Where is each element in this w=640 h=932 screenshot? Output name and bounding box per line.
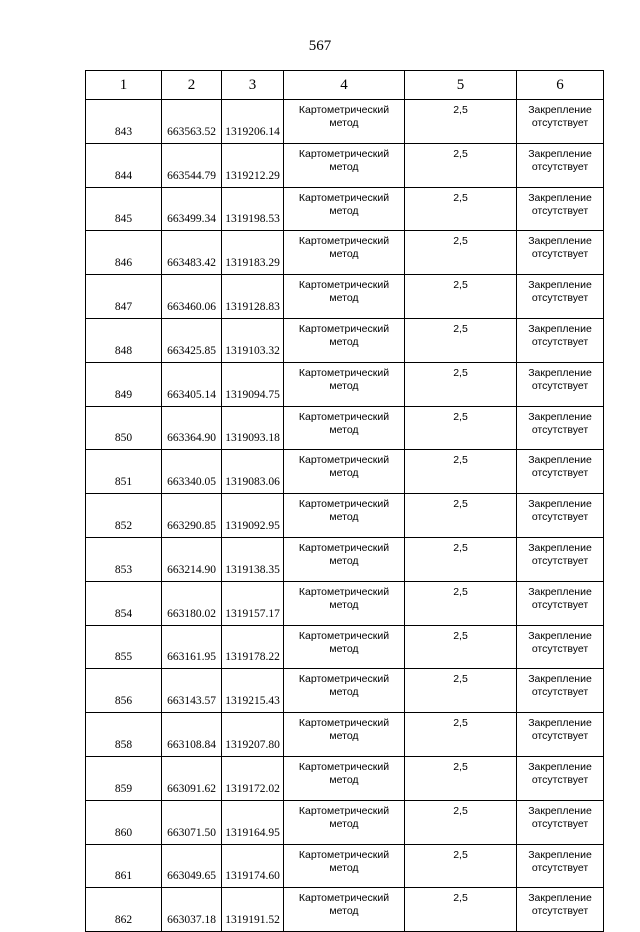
fixation-cell [517, 318, 604, 362]
method-cell [284, 362, 405, 406]
method-text: метод [329, 598, 359, 611]
fixation-text: отсутствует [531, 248, 589, 261]
method-text: метод [329, 554, 359, 567]
accuracy-cell: 2,5 [405, 713, 517, 757]
method-cell [284, 537, 405, 581]
x-coordinate-cell: 663161.95 [162, 625, 222, 669]
method-text: Картометрический [298, 804, 390, 817]
x-coordinate-cell: 663037.18 [162, 888, 222, 932]
accuracy-cell: 2,5 [405, 187, 517, 231]
method-text: метод [329, 423, 359, 436]
x-coordinate-cell: 663290.85 [162, 494, 222, 538]
point-number-cell: 861 [86, 844, 162, 888]
table-row [86, 450, 604, 494]
fixation-text: Закрепление [528, 673, 592, 686]
method-cell [284, 406, 405, 450]
y-coordinate-cell: 1319093.18 [222, 406, 284, 450]
fixation-text: Закрепление [528, 279, 592, 292]
method-text: метод [329, 467, 359, 480]
y-coordinate-cell: 1319183.29 [222, 231, 284, 275]
point-number-cell: 845 [86, 187, 162, 231]
method-text: Картометрический [298, 322, 390, 335]
fixation-cell [517, 669, 604, 713]
method-cell [284, 231, 405, 275]
fixation-cell [517, 231, 604, 275]
method-text: Картометрический [298, 585, 390, 598]
point-number-cell: 862 [86, 888, 162, 932]
fixation-text: Закрепление [528, 848, 592, 861]
fixation-text: отсутствует [531, 554, 589, 567]
point-number-cell: 855 [86, 625, 162, 669]
table-row [86, 318, 604, 362]
fixation-text: Закрепление [528, 760, 592, 773]
method-text: метод [329, 511, 359, 524]
x-coordinate-cell: 663563.52 [162, 100, 222, 144]
x-coordinate-cell: 663108.84 [162, 713, 222, 757]
fixation-text: Закрепление [528, 804, 592, 817]
point-number-cell: 844 [86, 143, 162, 187]
table-row [86, 537, 604, 581]
column-header: 4 [284, 71, 405, 100]
fixation-text: отсутствует [531, 379, 589, 392]
method-text: метод [329, 642, 359, 655]
fixation-cell [517, 143, 604, 187]
method-cell [284, 669, 405, 713]
fixation-text: Закрепление [528, 147, 592, 160]
x-coordinate-cell: 663544.79 [162, 143, 222, 187]
fixation-text: Закрепление [528, 410, 592, 423]
fixation-text: отсутствует [531, 642, 589, 655]
method-text: Картометрический [298, 673, 390, 686]
fixation-text: Закрепление [528, 322, 592, 335]
method-text: метод [329, 817, 359, 830]
fixation-text: Закрепление [528, 498, 592, 511]
method-cell [284, 100, 405, 144]
method-cell [284, 318, 405, 362]
point-number-cell: 850 [86, 406, 162, 450]
y-coordinate-cell: 1319128.83 [222, 275, 284, 319]
fixation-text: Закрепление [528, 191, 592, 204]
fixation-text: Закрепление [528, 366, 592, 379]
table-row [86, 888, 604, 932]
x-coordinate-cell: 663143.57 [162, 669, 222, 713]
accuracy-cell: 2,5 [405, 231, 517, 275]
method-text: Картометрический [298, 541, 390, 554]
y-coordinate-cell: 1319103.32 [222, 318, 284, 362]
table-row [86, 100, 604, 144]
x-coordinate-cell: 663049.65 [162, 844, 222, 888]
x-coordinate-cell: 663405.14 [162, 362, 222, 406]
x-coordinate-cell: 663483.42 [162, 231, 222, 275]
column-header: 5 [405, 71, 517, 100]
method-text: метод [329, 730, 359, 743]
accuracy-cell: 2,5 [405, 669, 517, 713]
table-row [86, 581, 604, 625]
fixation-cell [517, 756, 604, 800]
fixation-text: Закрепление [528, 454, 592, 467]
table-row [86, 625, 604, 669]
method-text: Картометрический [298, 717, 390, 730]
table-row [86, 362, 604, 406]
table-row [86, 800, 604, 844]
table-row [86, 231, 604, 275]
point-number-cell: 853 [86, 537, 162, 581]
fixation-text: отсутствует [531, 730, 589, 743]
accuracy-cell: 2,5 [405, 537, 517, 581]
fixation-cell [517, 625, 604, 669]
column-header: 1 [86, 71, 162, 100]
column-header: 2 [162, 71, 222, 100]
point-number-cell: 847 [86, 275, 162, 319]
method-cell [284, 800, 405, 844]
fixation-text: отсутствует [531, 423, 589, 436]
method-text: метод [329, 292, 359, 305]
point-number-cell: 858 [86, 713, 162, 757]
x-coordinate-cell: 663499.34 [162, 187, 222, 231]
accuracy-cell: 2,5 [405, 100, 517, 144]
method-cell [284, 494, 405, 538]
fixation-text: Закрепление [528, 104, 592, 116]
accuracy-cell: 2,5 [405, 888, 517, 932]
fixation-text: Закрепление [528, 235, 592, 248]
fixation-text: Закрепление [528, 541, 592, 554]
column-header: 3 [222, 71, 284, 100]
method-cell [284, 143, 405, 187]
method-text: Картометрический [298, 629, 390, 642]
column-header: 6 [517, 71, 604, 100]
method-text: Картометрический [298, 892, 390, 905]
method-text: Картометрический [298, 366, 390, 379]
fixation-text: отсутствует [531, 160, 589, 173]
table-row [86, 713, 604, 757]
fixation-cell [517, 187, 604, 231]
fixation-text: отсутствует [531, 292, 589, 305]
method-text: Картометрический [298, 279, 390, 292]
method-text: метод [329, 773, 359, 786]
y-coordinate-cell: 1319174.60 [222, 844, 284, 888]
accuracy-cell: 2,5 [405, 581, 517, 625]
y-coordinate-cell: 1319206.14 [222, 100, 284, 144]
method-text: Картометрический [298, 454, 390, 467]
fixation-text: Закрепление [528, 892, 592, 905]
y-coordinate-cell: 1319138.35 [222, 537, 284, 581]
method-text: метод [329, 905, 359, 918]
y-coordinate-cell: 1319198.53 [222, 187, 284, 231]
fixation-text: Закрепление [528, 585, 592, 598]
table-row [86, 669, 604, 713]
point-number-cell: 846 [86, 231, 162, 275]
point-number-cell: 859 [86, 756, 162, 800]
method-text: Картометрический [298, 191, 390, 204]
x-coordinate-cell: 663340.05 [162, 450, 222, 494]
fixation-cell [517, 100, 604, 144]
y-coordinate-cell: 1319092.95 [222, 494, 284, 538]
fixation-cell [517, 844, 604, 888]
method-text: метод [329, 379, 359, 392]
table-body [86, 100, 604, 932]
fixation-cell [517, 275, 604, 319]
y-coordinate-cell: 1319215.43 [222, 669, 284, 713]
method-text: метод [329, 160, 359, 173]
accuracy-cell: 2,5 [405, 800, 517, 844]
table-header-row [86, 71, 604, 100]
fixation-text: отсутствует [531, 773, 589, 786]
table-row [86, 494, 604, 538]
point-number-cell: 854 [86, 581, 162, 625]
method-cell [284, 275, 405, 319]
fixation-cell [517, 713, 604, 757]
method-cell [284, 713, 405, 757]
accuracy-cell: 2,5 [405, 362, 517, 406]
fixation-cell [517, 888, 604, 932]
method-text: метод [329, 117, 359, 129]
method-text: Картометрический [298, 235, 390, 248]
method-text: Картометрический [298, 498, 390, 511]
point-number-cell: 860 [86, 800, 162, 844]
method-text: Картометрический [298, 760, 390, 773]
point-number-cell: 856 [86, 669, 162, 713]
accuracy-cell: 2,5 [405, 143, 517, 187]
method-text: метод [329, 248, 359, 261]
method-cell [284, 581, 405, 625]
point-number-cell: 849 [86, 362, 162, 406]
table-row [86, 187, 604, 231]
method-text: Картометрический [298, 410, 390, 423]
y-coordinate-cell: 1319164.95 [222, 800, 284, 844]
accuracy-cell: 2,5 [405, 318, 517, 362]
accuracy-cell: 2,5 [405, 625, 517, 669]
accuracy-cell: 2,5 [405, 756, 517, 800]
y-coordinate-cell: 1319094.75 [222, 362, 284, 406]
method-text: метод [329, 335, 359, 348]
fixation-text: Закрепление [528, 717, 592, 730]
fixation-text: отсутствует [531, 905, 589, 918]
x-coordinate-cell: 663180.02 [162, 581, 222, 625]
fixation-text: отсутствует [531, 686, 589, 699]
accuracy-cell: 2,5 [405, 844, 517, 888]
method-cell [284, 187, 405, 231]
accuracy-cell: 2,5 [405, 494, 517, 538]
y-coordinate-cell: 1319083.06 [222, 450, 284, 494]
fixation-cell [517, 800, 604, 844]
fixation-cell [517, 362, 604, 406]
y-coordinate-cell: 1319172.02 [222, 756, 284, 800]
point-number-cell: 852 [86, 494, 162, 538]
accuracy-cell: 2,5 [405, 406, 517, 450]
fixation-cell [517, 581, 604, 625]
accuracy-cell: 2,5 [405, 275, 517, 319]
method-cell [284, 888, 405, 932]
fixation-text: отсутствует [531, 511, 589, 524]
accuracy-cell: 2,5 [405, 450, 517, 494]
fixation-text: отсутствует [531, 467, 589, 480]
fixation-text: отсутствует [531, 117, 589, 129]
method-text: Картометрический [298, 104, 390, 116]
method-text: Картометрический [298, 147, 390, 160]
method-cell [284, 844, 405, 888]
coordinates-table [85, 70, 604, 932]
x-coordinate-cell: 663460.06 [162, 275, 222, 319]
x-coordinate-cell: 663364.90 [162, 406, 222, 450]
fixation-cell [517, 537, 604, 581]
fixation-text: Закрепление [528, 629, 592, 642]
x-coordinate-cell: 663091.62 [162, 756, 222, 800]
method-text: метод [329, 686, 359, 699]
fixation-cell [517, 494, 604, 538]
table-row [86, 275, 604, 319]
fixation-text: отсутствует [531, 204, 589, 217]
point-number-cell: 851 [86, 450, 162, 494]
method-text: метод [329, 204, 359, 217]
method-cell [284, 756, 405, 800]
x-coordinate-cell: 663071.50 [162, 800, 222, 844]
method-cell [284, 450, 405, 494]
fixation-text: отсутствует [531, 598, 589, 611]
point-number-cell: 843 [86, 100, 162, 144]
y-coordinate-cell: 1319212.29 [222, 143, 284, 187]
y-coordinate-cell: 1319157.17 [222, 581, 284, 625]
method-text: метод [329, 861, 359, 874]
fixation-text: отсутствует [531, 861, 589, 874]
table-row [86, 844, 604, 888]
point-number-cell: 848 [86, 318, 162, 362]
table-row [86, 756, 604, 800]
table-row [86, 406, 604, 450]
x-coordinate-cell: 663214.90 [162, 537, 222, 581]
page-number: 567 [308, 38, 332, 54]
table-row [86, 143, 604, 187]
method-cell [284, 625, 405, 669]
x-coordinate-cell: 663425.85 [162, 318, 222, 362]
method-text: Картометрический [298, 848, 390, 861]
fixation-cell [517, 450, 604, 494]
y-coordinate-cell: 1319191.52 [222, 888, 284, 932]
fixation-text: отсутствует [531, 335, 589, 348]
fixation-cell [517, 406, 604, 450]
fixation-text: отсутствует [531, 817, 589, 830]
y-coordinate-cell: 1319207.80 [222, 713, 284, 757]
y-coordinate-cell: 1319178.22 [222, 625, 284, 669]
